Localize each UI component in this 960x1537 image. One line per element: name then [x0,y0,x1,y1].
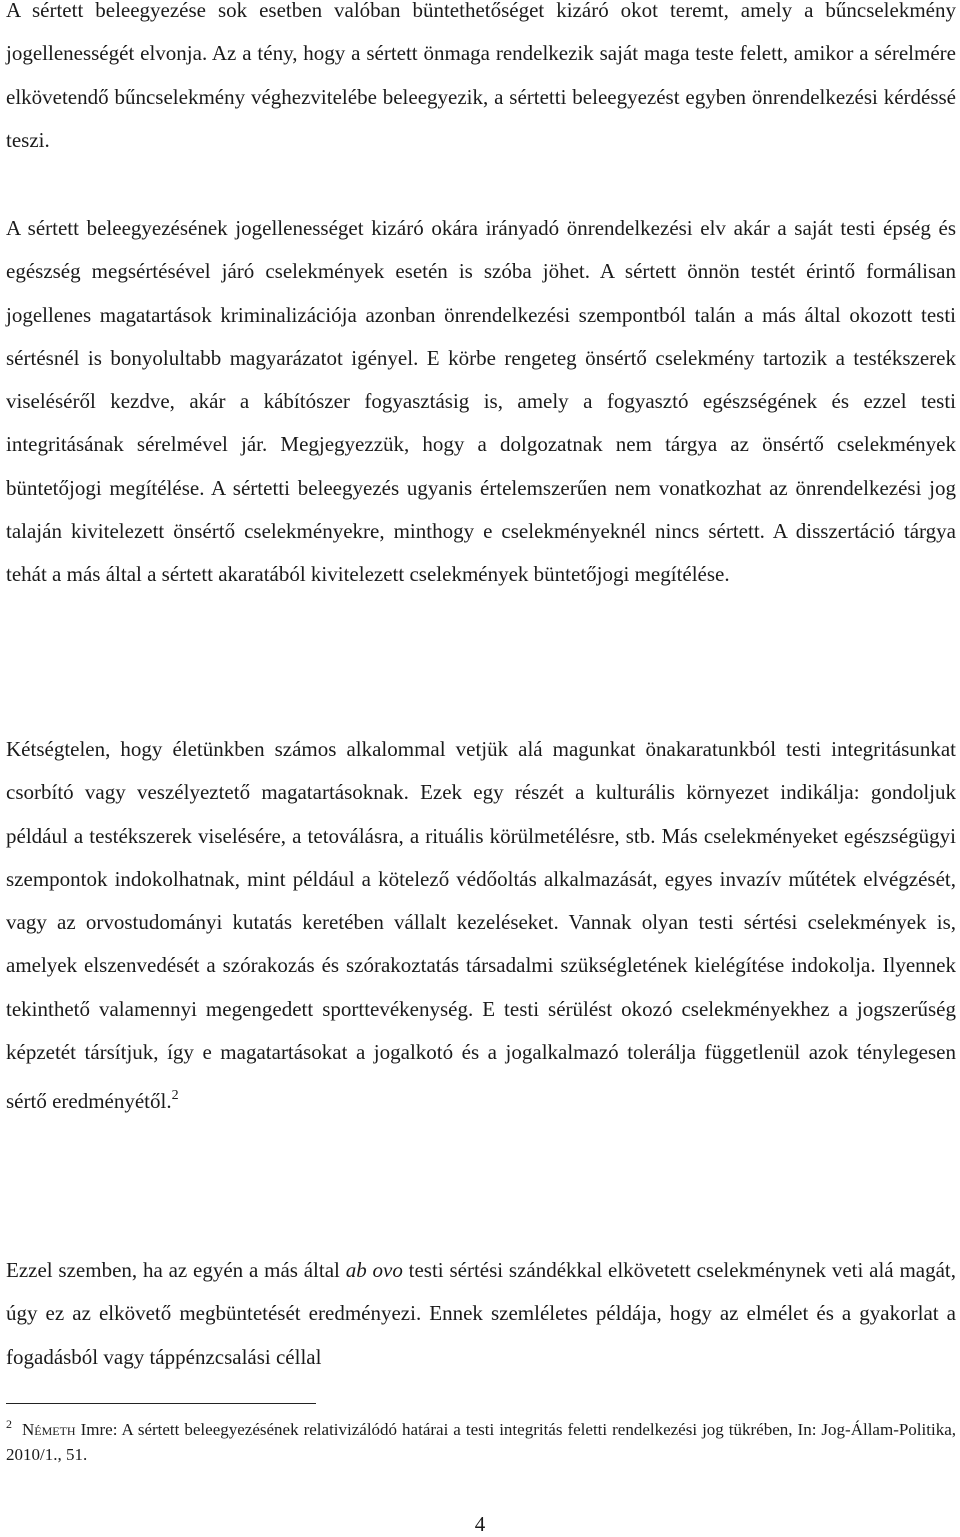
paragraph-4-latin-phrase: ab ovo [345,1258,403,1282]
footnote-text: Imre: A sértett beleegyezésének relativizálódó határai a testi integritás feletti rendelkezési jog tükrében, In: Jog-Állam-Politika, 2010/1., 51. [6,1420,956,1464]
paragraph-4 [6,1249,956,1379]
footnote [6,1412,956,1467]
paragraph-4-text-start: Ezzel szemben, ha az egyén a más által [6,1258,346,1282]
paragraph-3 [6,728,956,1124]
paragraph-2: A sértett beleegyezésének jogellenességet kizáró okára irányadó önrendelkezési elv akár a saját testi épség és egészség megsértésével járó cselekmények esetén is szóba jöhet. A sértett önnön testét érintő formálisan jogellenes magatartások kriminalizációja azonban önrendelkezési szempontból talán a más által okozott testi sértésnél is bonyolultabb magyarázatot igényel. E körbe rengeteg önsértő cselekmény tartozik a testékszerek viseléséről kezdve, akár a kábítószer fogyasztásig is, amely a fogyasztó egészségének és ezzel testi integritásának sérelmével jár. Megjegyezzük, hogy a dolgozatnak nem tárgya az önsértő cselekmények büntetőjogi megítélése. A sértetti beleegyezés ugyanis értelemszerűen nem vonatkozhat az önrendelkezési jog talaján kivitelezett önsértő cselekményekre, minthogy e cselekményeknél nincs sértett. A disszertáció tárgya tehát a más által a sértett akaratából kivitelezett cselekmények büntetőjogi megítélése. [6,216,956,587]
paragraph-3-text: Kétségtelen, hogy életünkben számos alkalommal vetjük alá magunkat önakaratunkból testi integritásunkat csorbító vagy veszélyeztető magatartásoknak. Ezek egy részét a kulturális környezet indikálja: gondoljuk például a testékszerek viselésére, a tetoválásra, a rituális körülmetélésre, stb. Más cselekményeket egészségügyi szempontok indokolhatnak, mint például a kötelező védőoltás alkalmazását, egyes invazív műtétek elvégzését, vagy az orvostudományi kutatás keretében vállalt kezeléseket. Vannak olyan testi sértési cselekmények is, amelyek elszenvedését a szórakozás és szórakoztatás társadalmi szükségletének kielégítése indokolja. Ilyennek tekinthető valamennyi megengedett sporttevékenység. E testi sérülést okozó cselekményekhez a jogszerűség képzetét társítjuk, így e magatartásokat a jogalkotó és a jogalkalmazó tolerálja függetlenül azok ténylegesen sértő eredményétől. [6,737,956,1114]
paragraph-4-text-end: testi sértési szándékkal elkövetett cselekménynek veti alá magát, úgy ez az elkövető megbüntetését eredményezi. Ennek szemléletes példája, hogy az elmélet és a gyakorlat a fogadásból vagy táppénzcsalási céllal [6,1258,956,1369]
page-number: 4 [474,1512,486,1536]
footnote-mark: 2 [6,1417,12,1431]
footnote-separator [6,1403,316,1404]
paragraph-1: A sértett beleegyezése sok esetben valóban büntethetőséget kizáró okot teremt, amely a bűncselekmény jogellenességét elvonja. Az a tény, hogy a sértett önmaga rendelkezik saját maga teste felett, amikor a sérelmére elkövetendő bűncselekmény véghezvitelébe beleegyezik, a sértetti beleegyezést egyben önrendelkezési kérdéssé teszi. [6,0,956,152]
footnote-author: Németh [22,1420,76,1439]
footnote-reference[interactable]: 2 [171,1088,179,1104]
